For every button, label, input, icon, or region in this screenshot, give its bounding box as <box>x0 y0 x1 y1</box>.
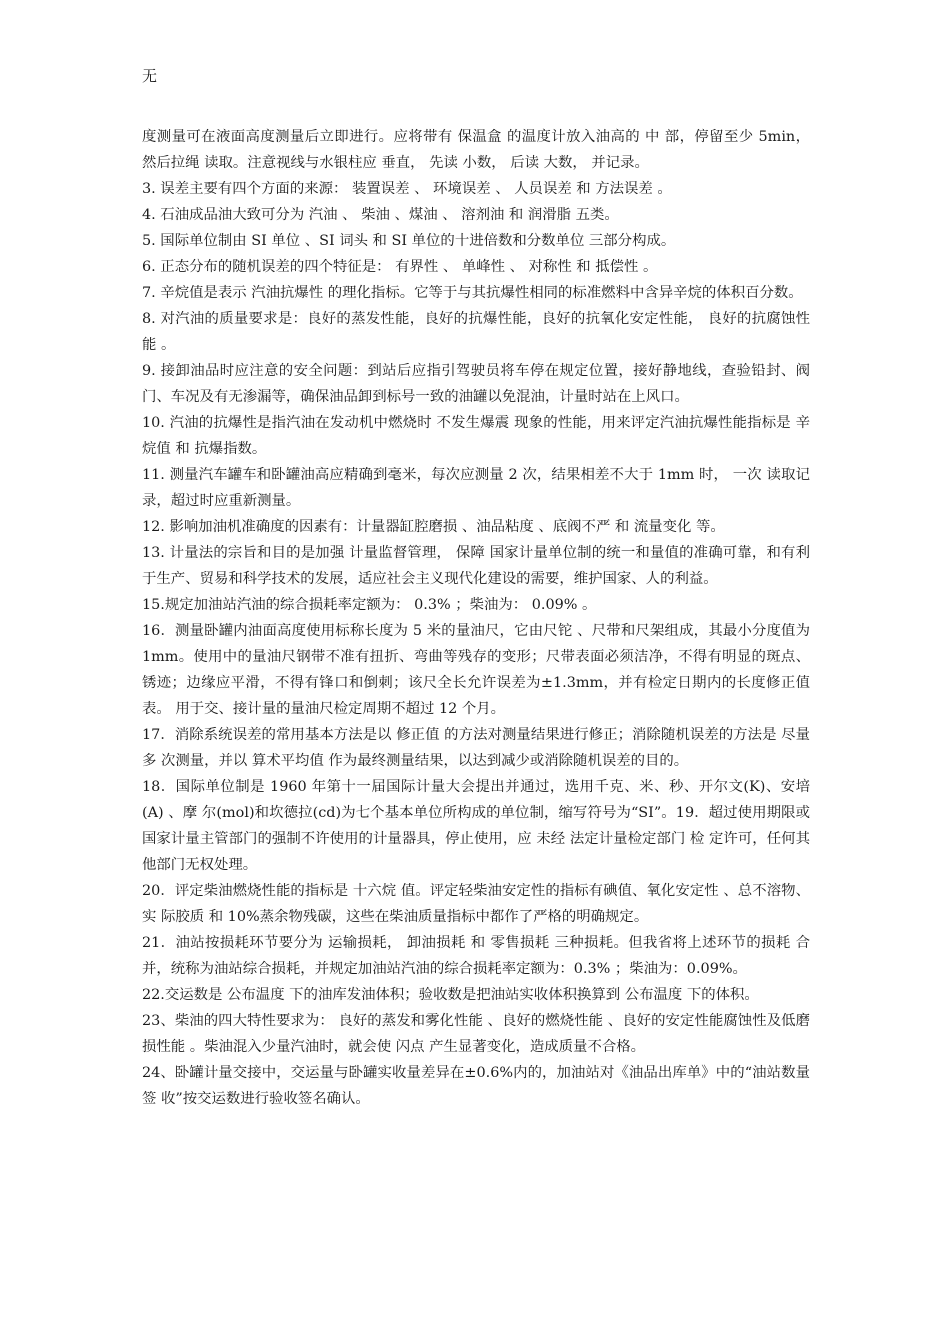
paragraph-4: 4. 石油成品油大致可分为 汽油 、 柴油 、煤油 、 溶剂油 和 润滑脂 五类。 <box>142 207 619 223</box>
paragraph-18-19: 18．国际单位制是 1960 年第十一届国际计量大会提出并通过，选用千克、米、秒、开尔文(K)、安培(A) 、摩 尔(mol)和坎德拉(cd)为七个基本单位所构成的单位制，缩写符号为“SI”。19．超过使用期限或国家计量主管部门的强制不许使用的计量器具，停止使用，应 未经 法定计量检定部门 检 定许可，任何其他部门无权处理。 <box>142 779 810 873</box>
paragraph-3: 3. 误差主要有四个方面的来源： 装置误差 、 环境误差 、 人员误差 和 方法误差 。 <box>142 181 672 197</box>
paragraph-5: 5. 国际单位制由 SI 单位 、SI 词头 和 SI 单位的十进倍数和分数单位 三部分构成。 <box>142 233 676 249</box>
paragraph-13: 13. 计量法的宗旨和目的是加强 计量监督管理， 保障 国家计量单位制的统一和量值的准确可靠，和有利于生产、贸易和科学技术的发展，适应社会主义现代化建设的需要，维护国家、人的利益。 <box>142 545 810 587</box>
paragraph-7: 7. 辛烷值是表示 汽油抗爆性 的理化指标。它等于与其抗爆性相同的标准燃料中含异辛烷的体积百分数。 <box>142 285 803 301</box>
paragraph-20: 20．评定柴油燃烧性能的指标是 十六烷 值。评定轻柴油安定性的指标有碘值、氧化安定性 、总不溶物、实 际胶质 和 10%蒸余物残碳，这些在柴油质量指标中都作了严格的明确规定。 <box>142 883 810 925</box>
paragraph-24: 24、卧罐计量交接中，交运量与卧罐实收量差异在±0.6%内的，加油站对《油品出库单》中的“油站数量签 收”按交运数进行验收签名确认。 <box>142 1065 810 1107</box>
paragraph-21: 21．油站按损耗环节要分为 运输损耗， 卸油损耗 和 零售损耗 三种损耗。但我省将上述环节的损耗 合并，统称为油站综合损耗，并规定加油站汽油的综合损耗率定额为：0.3% ；柴油为：0.09%。 <box>142 935 810 977</box>
paragraph-16: 16．测量卧罐内油面高度使用标称长度为 5 米的量油尺，它由尺铊 、尺带和尺架组成，其最小分度值为 1mm。使用中的量油尺钢带不准有扭折、弯曲等残存的变形；尺带表面必须洁净，不得有明显的斑点、锈迹；边缘应平滑，不得有锋口和倒刺；该尺全长允许误差为±1.3mm，并有检定日期内的长度修正值表。 用于交、接计量的量油尺检定周期不超过 12 个月。 <box>142 623 810 717</box>
paragraph-continuation: 度测量可在液面高度测量后立即进行。应将带有 保温盒 的温度计放入油高的 中 部，停留至少 5min， 然后拉绳 读取。注意视线与水银柱应 垂直， 先读 小数， 后读 大数， 并记录。 <box>142 129 810 171</box>
header-label: 无 <box>142 67 158 85</box>
paragraph-6: 6. 正态分布的随机误差的四个特征是： 有界性 、 单峰性 、 对称性 和 抵偿性 。 <box>142 259 658 275</box>
body-text <box>142 124 810 1112</box>
paragraph-12: 12. 影响加油机准确度的因素有：计量器缸腔磨损 、油品粘度 、底阀不严 和 流量变化 等。 <box>142 519 725 535</box>
paragraph-17: 17．消除系统误差的常用基本方法是以 修正值 的方法对测量结果进行修正；消除随机误差的方法是 尽量多 次测量，并以 算术平均值 作为最终测量结果，以达到减少或消除随机误差的目的。 <box>142 727 810 769</box>
paragraph-10: 10. 汽油的抗爆性是指汽油在发动机中燃烧时 不发生爆震 现象的性能，用来评定汽油抗爆性能指标是 辛 烷值 和 抗爆指数。 <box>142 415 810 457</box>
paragraph-22: 22.交运数是 公布温度 下的油库发油体积；验收数是把油站实收体积换算到 公布温度 下的体积。 <box>142 987 759 1003</box>
paragraph-9: 9. 接卸油品时应注意的安全问题：到站后应指引驾驶员将车停在规定位置，接好静地线，查验铅封、阀门、车况及有无渗漏等，确保油品卸到标号一致的油罐以免混油，计量时站在上风口。 <box>142 363 810 405</box>
paragraph-11: 11. 测量汽车罐车和卧罐油高应精确到毫米，每次应测量 2 次，结果相差不大于 1mm 时， 一次 读取记录，超过时应重新测量。 <box>142 467 810 509</box>
paragraph-8: 8. 对汽油的质量要求是：良好的蒸发性能，良好的抗爆性能，良好的抗氧化安定性能， 良好的抗腐蚀性能 。 <box>142 311 810 353</box>
paragraph-15: 15.规定加油站汽油的综合损耗率定额为： 0.3% ；柴油为： 0.09% 。 <box>142 597 597 613</box>
paragraph-23: 23、柴油的四大特性要求为： 良好的蒸发和雾化性能 、良好的燃烧性能 、良好的安定性能腐蚀性及低磨损性能 。柴油混入少量汽油时，就会使 闪点 产生显著变化，造成质量不合格。 <box>142 1013 810 1055</box>
